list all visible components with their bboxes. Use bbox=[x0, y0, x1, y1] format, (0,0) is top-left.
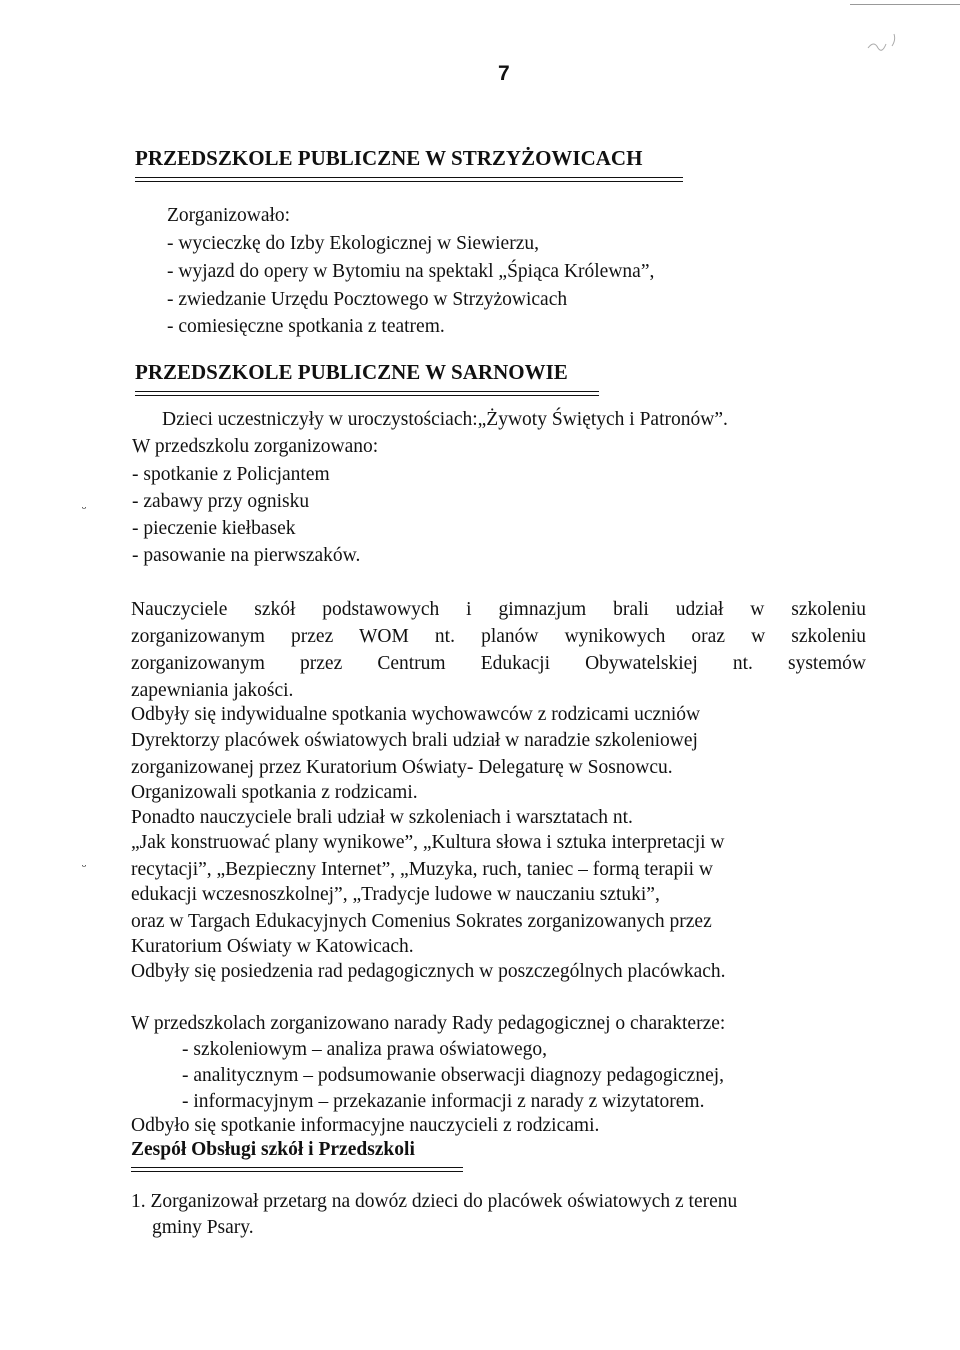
list-item: - comiesięczne spotkania z teatrem. bbox=[167, 316, 445, 337]
list-item: - spotkanie z Policjantem bbox=[132, 464, 330, 485]
margin-mark: ᵕ bbox=[82, 502, 87, 517]
paragraph-line: „Jak konstruować plany wynikowe”, „Kultura słowa i sztuka interpretacji w bbox=[131, 832, 725, 853]
paragraph-line: Odbyło się spotkanie informacyjne nauczycieli z rodzicami. bbox=[131, 1115, 600, 1136]
corner-scan-line bbox=[850, 4, 960, 5]
title-underline bbox=[135, 177, 683, 182]
list-item: - wycieczkę do Izby Ekologicznej w Siewierzu, bbox=[167, 233, 539, 254]
list-item: - analitycznym – podsumowanie obserwacji diagnozy pedagogicznej, bbox=[182, 1065, 725, 1086]
list-item: - informacyjnym – przekazanie informacji z narady z wizytatorem. bbox=[182, 1091, 705, 1112]
list-item: - zwiedzanie Urzędu Pocztowego w Strzyżowicach bbox=[167, 289, 568, 310]
paragraph-line: Ponadto nauczyciele brali udział w szkoleniach i warsztatach nt. bbox=[131, 807, 633, 828]
section-text: Dzieci uczestniczyły w uroczystościach:„Żywoty Świętych i Patronów”. bbox=[162, 409, 728, 430]
corner-scan-mark bbox=[860, 18, 920, 58]
paragraph-line: Organizowali spotkania z rodzicami. bbox=[131, 782, 418, 803]
paragraph-line: zorganizowanej przez Kuratorium Oświaty- Delegaturę w Sosnowcu. bbox=[131, 757, 673, 778]
list-item: - szkoleniowym – analiza prawa oświatowego, bbox=[182, 1039, 547, 1060]
list-item: - pieczenie kiełbasek bbox=[132, 518, 296, 539]
paragraph-line: edukacji wczesnoszkolnej”, „Tradycje ludowe w nauczaniu sztuki”, bbox=[131, 884, 660, 905]
paragraph-line: zorganizowanym przez WOM nt. planów wynikowych oraz w szkoleniu bbox=[131, 626, 866, 647]
paragraph-line: zorganizowanym przez Centrum Edukacji Obywatelskiej nt. systemów bbox=[131, 653, 866, 674]
section-title-zespol: Zespół Obsługi szkół i Przedszkoli bbox=[131, 1139, 415, 1160]
paragraph-line: Dyrektorzy placówek oświatowych brali udział w naradzie szkoleniowej bbox=[131, 730, 698, 751]
paragraph-line: recytacji”, „Bezpieczny Internet”, „Muzyka, ruch, taniec – formą terapii w bbox=[131, 859, 713, 880]
paragraph-line: Odbyły się posiedzenia rad pedagogicznych w poszczególnych placówkach. bbox=[131, 961, 726, 982]
list-item: - pasowanie na pierwszaków. bbox=[132, 545, 361, 566]
list-item: - zabawy przy ognisku bbox=[132, 491, 310, 512]
section-intro: Zorganizowało: bbox=[167, 205, 291, 226]
list-item: - wyjazd do opery w Bytomiu na spektakl „Śpiąca Królewna”, bbox=[167, 261, 655, 282]
list-item: 1. Zorganizował przetarg na dowóz dzieci do placówek oświatowych z terenu bbox=[131, 1191, 738, 1212]
section-title-strzyzowice: PRZEDSZKOLE PUBLICZNE W STRZYŻOWICACH bbox=[135, 146, 643, 170]
paragraph-line: Kuratorium Oświaty w Katowicach. bbox=[131, 936, 414, 957]
title-underline bbox=[131, 1167, 463, 1172]
list-item: gminy Psary. bbox=[152, 1217, 254, 1238]
paragraph-line: zapewniania jakości. bbox=[131, 680, 294, 701]
paragraph-line: Nauczyciele szkół podstawowych i gimnazjum brali udział w szkoleniu bbox=[131, 599, 866, 620]
section-title-sarnow: PRZEDSZKOLE PUBLICZNE W SARNOWIE bbox=[135, 360, 568, 384]
paragraph-line: oraz w Targach Edukacyjnych Comenius Sokrates zorganizowanych przez bbox=[131, 911, 712, 932]
margin-mark: ᵕ bbox=[82, 860, 87, 875]
page-number: 7 bbox=[498, 62, 510, 85]
paragraph-line: Odbyły się indywidualne spotkania wychowawców z rodzicami uczniów bbox=[131, 704, 701, 725]
paragraph-intro: W przedszkolach zorganizowano narady Rady pedagogicznej o charakterze: bbox=[131, 1013, 726, 1034]
section-text: W przedszkolu zorganizowano: bbox=[132, 436, 379, 457]
title-underline bbox=[135, 391, 599, 396]
